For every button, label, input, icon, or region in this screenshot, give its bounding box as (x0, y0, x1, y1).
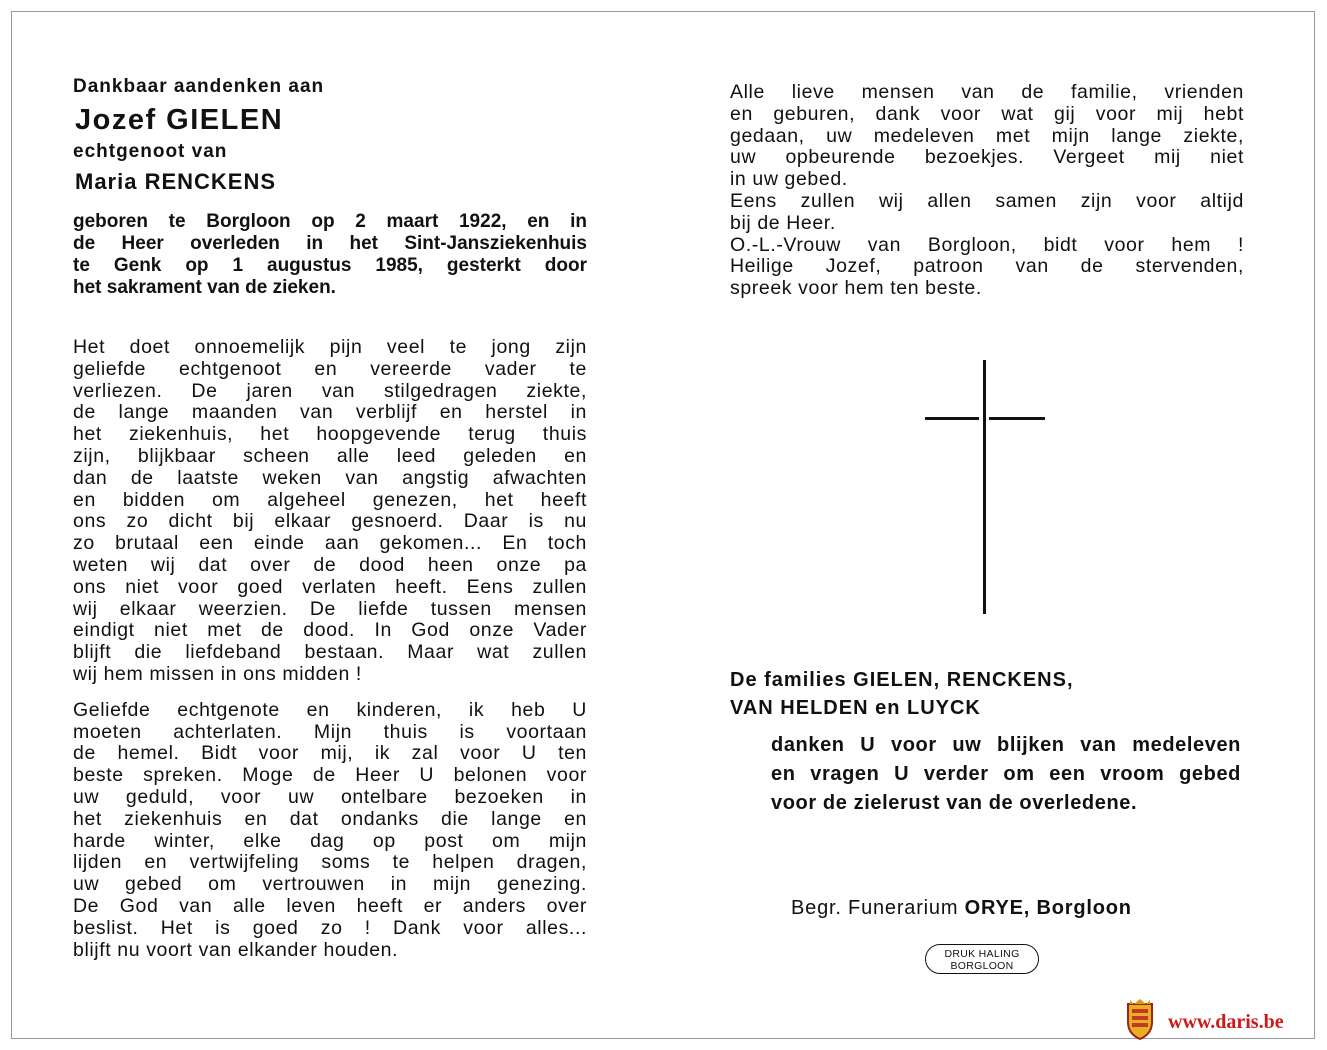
site-watermark[interactable]: www.daris.be (1168, 1011, 1284, 1033)
spouse-name: Maria RENCKENS (75, 169, 277, 194)
text-line: beste spreken. Moge de Heer U belonen voor (73, 764, 587, 787)
text-line: blijft nu voort van elkander houden. (73, 938, 399, 961)
funeral-prefix: Begr. Funerarium (791, 897, 959, 919)
spouse-label: echtgenoot van (73, 141, 228, 162)
text-line: en geburen, dank voor wat gij voor mij hebt (730, 102, 1244, 125)
text-line: beslist. Het is goed zo ! Dank voor alles... (73, 916, 587, 939)
text-line: Geliefde echtgenote en kinderen, ik heb U (73, 698, 587, 721)
text-line: lijden en vertwijfeling soms te helpen dragen, (73, 851, 587, 874)
memorial-paragraph-1 (73, 337, 587, 686)
text-line: Het doet onnoemelijk pijn veel te jong zijn (73, 336, 587, 358)
funeral-name: ORYE, Borgloon (964, 897, 1132, 919)
birth-death-text (73, 211, 587, 299)
cross-icon (925, 360, 1045, 614)
text-line: bij de Heer. (730, 211, 836, 234)
text-line: De God van alle leven heeft er anders over (73, 894, 587, 917)
text-line: Heilige Jozef, patroon van de stervenden, (730, 255, 1244, 278)
families-block (730, 666, 1074, 722)
text-line: geliefde echtgenoot en vereerde vader te (73, 357, 587, 380)
text-line: O.-L.-Vrouw van Borgloon, bidt voor hem ! (730, 233, 1244, 256)
text-line: eindigt niet met de dood. In God onze Vader (73, 619, 587, 642)
text-line: en bidden om algeheel genezen, het heeft (73, 488, 587, 511)
text-line: blijft die liefdeband bestaan. Maar wat zullen (73, 641, 587, 664)
text-line: ons niet voor goed verlaten heeft. Eens zullen (73, 575, 587, 598)
thanks-line: voor de zielerust van de overledene. (771, 792, 1138, 814)
text-line: gedaan, uw medeleven met mijn lange ziekte, (730, 124, 1244, 147)
coat-of-arms-icon (1124, 998, 1156, 1040)
text-line: de lange maanden van verblijf en herstel in (73, 401, 587, 424)
text-line: Eens zullen wij allen samen zijn voor altijd (730, 189, 1244, 212)
birth-line: het sakrament van de zieken. (73, 277, 336, 298)
text-line: wij elkaar weerzien. De liefde tussen mensen (73, 597, 587, 620)
text-line: harde winter, elke dag op post om mijn (73, 829, 587, 852)
printer-stamp (925, 944, 1039, 974)
birth-line: geboren te Borgloon op 2 maart 1922, en in (73, 211, 587, 232)
right-paragraph (730, 82, 1244, 300)
thanks-line: en vragen U verder om een vroom gebed (771, 763, 1241, 785)
text-line: in uw gebed. (730, 168, 848, 191)
text-line: spreek voor hem ten beste. (730, 277, 982, 300)
text-line: ons zo dicht bij elkaar gesnoerd. Daar is nu (73, 510, 587, 533)
text-line: het ziekenhuis, het hoopgevende terug thuis (73, 423, 587, 446)
text-line: verliezen. De jaren van stilgedragen ziekte, (73, 379, 587, 402)
families-line: De families GIELEN, RENCKENS, (730, 669, 1074, 691)
card-header: Dankbaar aandenken aan (73, 76, 325, 97)
deceased-name: Jozef GIELEN (75, 104, 284, 136)
text-line: wij hem missen in ons midden ! (73, 662, 362, 685)
printer-line: DRUK HALING (944, 948, 1020, 960)
left-column (73, 76, 587, 961)
text-line: uw geduld, voor uw ontelbare bezoeken in (73, 785, 587, 808)
birth-line: de Heer overleden in het Sint-Jansziekenhuis (73, 233, 587, 254)
text-line: zo brutaal een einde aan gekomen... En toch (73, 532, 587, 555)
birth-line: te Genk op 1 augustus 1985, gesterkt door (73, 255, 587, 276)
text-line: weten wij dat over de dood heen onze pa (73, 553, 587, 576)
funeral-home (791, 897, 1132, 920)
thanks-line: danken U voor uw blijken van medeleven (771, 734, 1241, 756)
text-line: Alle lieve mensen van de familie, vrienden (730, 81, 1244, 103)
text-line: uw opbeurende bezoekjes. Vergeet mij niet (730, 146, 1244, 169)
text-line: dan de laatste weken van angstig afwachten (73, 466, 587, 489)
text-line: uw gebed om vertrouwen in mijn genezing. (73, 873, 587, 896)
text-line: moeten achterlaten. Mijn thuis is voortaan (73, 720, 587, 743)
text-line: het ziekenhuis en dat ondanks die lange en (73, 807, 587, 830)
memorial-paragraph-2 (73, 700, 587, 962)
families-line: VAN HELDEN en LUYCK (730, 697, 981, 719)
text-line: zijn, blijkbaar scheen alle leed geleden en (73, 444, 587, 467)
thanks-block (771, 731, 1241, 818)
printer-line: BORGLOON (950, 960, 1014, 972)
text-line: de hemel. Bidt voor mij, ik zal voor U ten (73, 742, 587, 765)
